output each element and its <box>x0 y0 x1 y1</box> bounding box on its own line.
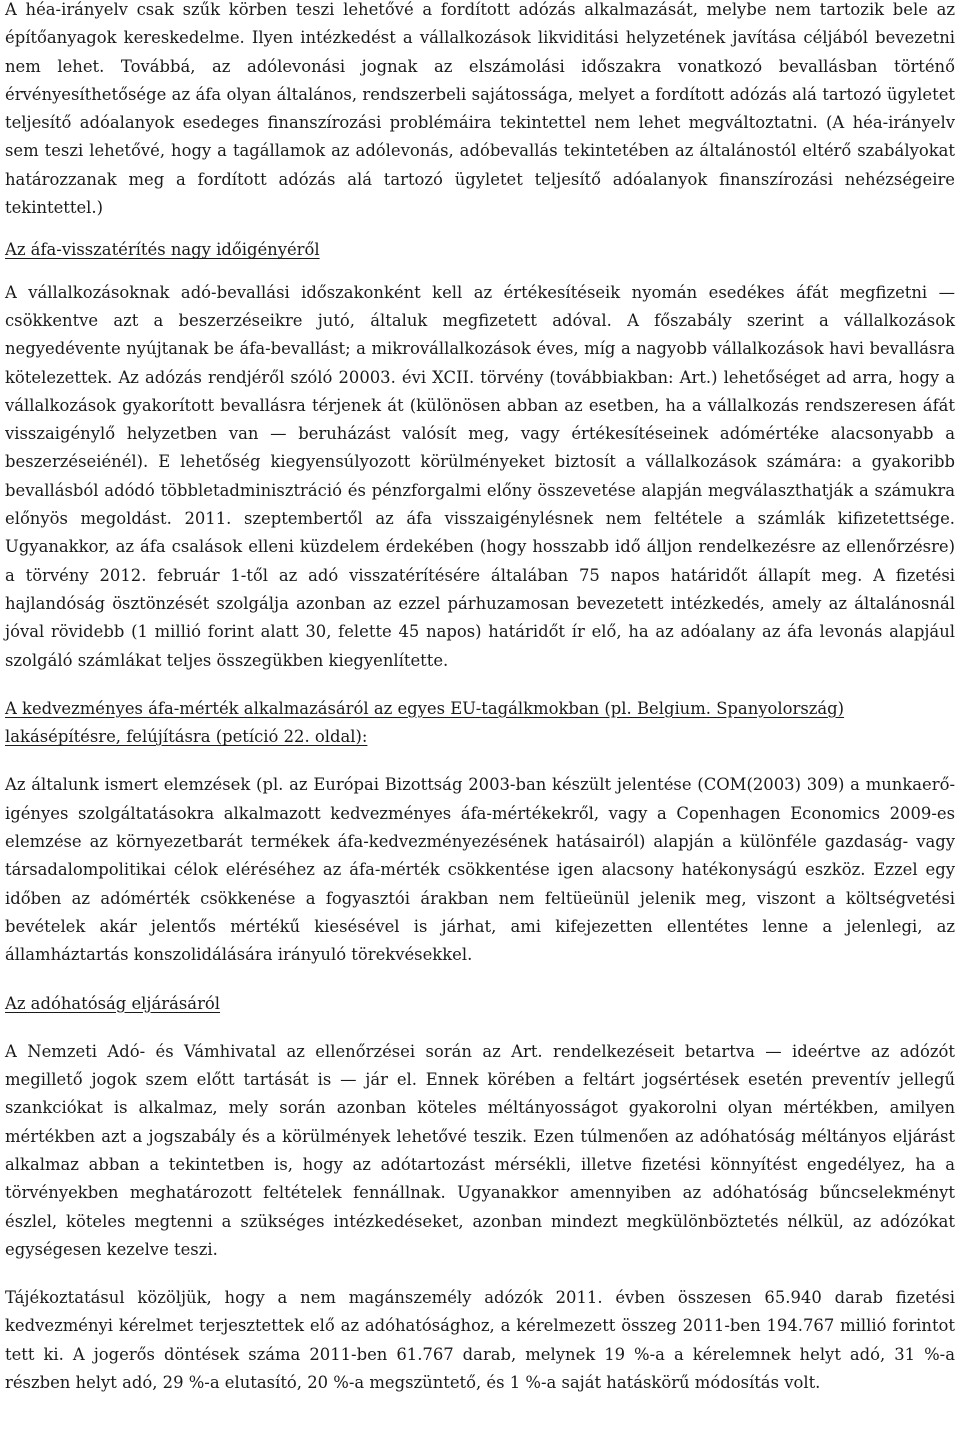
heading-tax-authority-procedure: Az adóhatóság eljárásáról <box>5 993 221 1013</box>
spacer <box>5 222 955 236</box>
paragraph-vat-refund: A vállalkozásoknak adó-bevallási időszakonként kell az értékesítéseik nyomán esedékes áfát megfizetni — csökkentve azt a beszerzéseikre jutó, általuk megfizetett adóval. A főszabály szerint a vállalkozások negyedévente nyújtanak be áfa-bevallást; a mikrovállalkozások éves, míg a nagyobb vállalkozások havi bevallásra kötelezettek. Az adózás rendjéről szóló 20003. évi XCII. törvény (továbbiakban: Art.) lehetőséget ad arra, hogy a vállalkozások gyakorított bevallásra térjenek át (különösen abban az esetben, ha a vállalkozás rendszeresen áfát visszaigénylő helyzetben van — beruházást valósít meg, vagy értékesítéseinek adómértéke alacsonyabb a beszerzéseiénél). E lehetőség kiegyensúlyozott körülményeket biztosít a vállalkozások számára: a gyakoribb bevallásból adódó többletadminisztráció és pénzforgalmi előny összevetése alapján megválaszthatják a számukra előnyös megoldást. 2011. szeptembertől az áfa visszaigénylésnek nem feltétele a számlák kifizetettsége. Ugyanakkor, az áfa csalások elleni küzdelem érdekében (hogy hosszabb idő álljon rendelkezésre az ellenőrzésre) a törvény 2012. február 1-től az adó visszatérítésére általában 75 napos határidőt állapít meg. A fizetési hajlandóság ösztönzését szolgálja azonban az ezzel párhuzamosan bevezetett intézkedés, amely az általánosnál jóval rövidebb (1 millió forint alatt 30, felette 45 napos) határidőt ír elő, ha az adóalany az áfa levonás alapjául szolgáló számlákat teljes összegükben kiegyenlítette. <box>5 282 955 670</box>
heading-reduced-vat-rate: A kedvezményes áfa-mérték alkalmazásáról az egyes EU-tagálkmokban (pl. Belgium. Spanyolország) lakásépítésre, felújításra (petíció 22. oldal): <box>5 698 845 747</box>
paragraph-statistics: Tájékoztatásul közöljük, hogy a nem magánszemély adózók 2011. évben összesen 65.940 darab fizetési kedvezményi kérelmet terjesztettek elő az adóhatósághoz, a kérelmezett összeg 2011-ben 194.767 millió forintot tett ki. A jogerős döntések száma 2011-ben 61.767 darab, melynek 19 %-a a kérelemnek helyt adó, 31 %-a részben helyt adó, 29 %-a elutasító, 20 %-a megszüntető, és 1 %-a saját hatáskörű módosítás volt. <box>5 1288 955 1393</box>
spacer <box>5 675 955 695</box>
spacer <box>5 1018 955 1038</box>
spacer <box>5 751 955 771</box>
heading-vat-refund-time: Az áfa-visszatérítés nagy időigényéről <box>5 240 320 260</box>
paragraph-tax-authority: A Nemzeti Adó- és Vámhivatal az ellenőrzései során az Art. rendelkezéseit betartva — ideértve az adózót megillető jogok szem előtt tartását is — jár el. Ennek körében a feltárt jogsértések esetén preventív jellegű szankciókat is alkalmaz, mely során azonban köteles méltányosságot gyakorolni olyan mértékben, amilyen mértékben azt a jogszabály és a körülmények lehetővé teszik. Ezen túlmenően az adóhatóság méltányos eljárást alkalmaz abban a tekintetben is, hogy az adótartozást mérsékli, illetve fizetési könnyítést engedélyez, ha a törvényekben meghatározott feltételek fennállnak. Ugyanakkor amennyiben az adóhatóság bűncselekményt észlel, köteles megtenni a szükséges intézkedéseket, azonban mindezt megkülönböztetés nélkül, az adózókat egységesen kezelve teszi. <box>5 1041 955 1259</box>
paragraph-reduced-rate-analysis: Az általunk ismert elemzések (pl. az Európai Bizottság 2003-ban készült jelentése (COM(2003) 309) a munkaerő-igényes szolgáltatásokra alkalmazott kedvezményes áfa-mértékekről, vagy a Copenhagen Economics 2009-es elemzése az környezetbarát termékek áfa-kedvezményezésének hatásairól) alapján a különféle gazdaság- vagy társadalompolitikai célok eléréséhez az áfa-mérték csökkentése igen alacsony hatékonyságú eszköz. Ezzel egy időben az adómérték csökkenése a fogyasztói árakban nem feltüeünül jelenik meg, viszont a költségvetési bevételek akár jelentős mértékű kiesésével is járhat, ami kifejezetten ellentétes lenne a jelenlegi, az államháztartás konszolidálására irányuló törekvésekkel. <box>5 775 955 965</box>
paragraph-reverse-charge: A héa-irányelv csak szűk körben teszi lehetővé a fordított adózás alkalmazását, melybe nem tartozik bele az építőanyagok kereskedelme. Ilyen intézkedést a vállalkozások likviditási helyzetének javítása céljából bevezetni nem lehet. Továbbá, az adólevonási jognak az elszámolási időszakra vonatkozó bevallásban történő érvényesíthetősége az áfa olyan általános, rendszerbeli sajátossága, melyet a fordított adózás alá tartozó ügyletet teljesítő adóalanyok esedeges finanszírozási problémáira tekintettel nem lehet megváltoztatni. (A héa-irányelv sem teszi lehetővé, hogy a tagállamok az adólevonás, adóbevallás tekintetében az általánostól eltérő szabályokat határozzanak meg a fordított adózás alá tartozó ügyletet teljesítő adóalanyok finanszírozási nehézségeire tekintettel.) <box>5 0 955 218</box>
spacer <box>5 265 955 279</box>
spacer <box>5 970 955 990</box>
spacer <box>5 1264 955 1284</box>
